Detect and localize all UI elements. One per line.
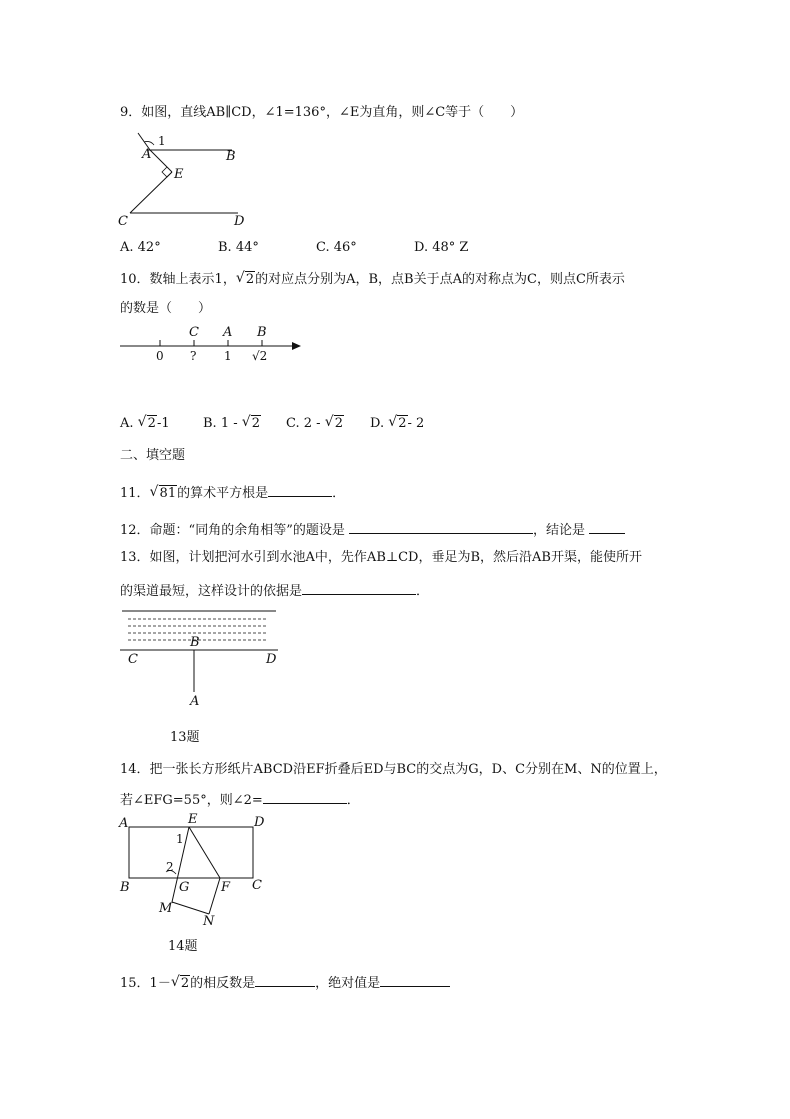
- q14-label-a: A: [119, 816, 129, 831]
- q14-segment-mn: [172, 902, 209, 914]
- q12-stem: 12．命题：“同角的余角相等”的题设是: [120, 523, 345, 538]
- q15-absolute-blank[interactable]: [380, 974, 450, 987]
- q9-option-c[interactable]: C. 46°: [316, 240, 357, 255]
- q9-label-e: E: [174, 167, 184, 182]
- q13-line2: 的渠道最短，这样设计的依据是 ．: [120, 584, 430, 599]
- q13-line1: 13．如图，计划把河水引到水池A中，先作AB⊥CD，垂足为B，然后沿AB开渠，能使所开: [120, 550, 642, 565]
- q10-option-a-post: -1: [156, 416, 170, 431]
- q10-option-b[interactable]: [203, 416, 261, 431]
- q13-figure: [118, 606, 288, 711]
- q10-option-a-rad: 2: [147, 416, 156, 431]
- q14-figure: [116, 812, 276, 927]
- q11-post: 的算术平方根是: [177, 486, 269, 501]
- q14-segment-nf: [209, 878, 220, 914]
- q15-text: [120, 974, 450, 993]
- q15-sqrt: √ 2: [170, 974, 190, 991]
- q10-value-c: ?: [190, 349, 197, 363]
- q10-option-c-sqrt: √ 2: [324, 414, 343, 431]
- q10-text-after: 的对应点分别为A，B，点B关于点A的对称点为C，则点C所表示: [255, 272, 625, 287]
- q9-figure: [110, 128, 260, 228]
- q14-label-g: G: [179, 880, 190, 895]
- q10-letter-c: C: [189, 325, 199, 340]
- q14-fold-line-ef: [189, 827, 220, 878]
- q13-caption: 13题: [170, 730, 200, 745]
- q13-answer-blank[interactable]: [302, 582, 416, 595]
- q10-value-0: 0: [156, 349, 164, 363]
- q10-letter-b: B: [257, 325, 267, 340]
- q11-text: 11． √ 81的算术平方根是 ．: [120, 484, 346, 501]
- q9-label-a: A: [142, 147, 152, 162]
- q14-label-c: C: [252, 878, 262, 893]
- q11-pre: 11．: [120, 486, 150, 501]
- q10-axis-arrow: [292, 342, 301, 350]
- q10-option-d[interactable]: [370, 416, 424, 431]
- q13-label-a: A: [190, 694, 200, 709]
- q9-right-angle-mark: [162, 167, 172, 177]
- q10-option-c-rad: 2: [334, 416, 343, 431]
- q9-text: 9．如图，直线AB∥CD，∠1=136°，∠E为直角，则∠C等于（ ）: [120, 105, 524, 120]
- q15-mid: 的相反数是: [190, 976, 256, 991]
- q14-line2: 若∠EFG=55°，则∠2= ．: [120, 793, 360, 808]
- q10-option-c-pre: C. 2 -: [286, 416, 321, 431]
- q13-line2-text: 的渠道最短，这样设计的依据是: [120, 584, 303, 599]
- q9-segment-ae: [150, 150, 172, 172]
- q14-rectangle-abcd: [129, 827, 253, 878]
- q10-option-d-sqrt: √ 2: [388, 414, 407, 431]
- q15-post: ，绝对值是: [315, 976, 381, 991]
- q14-label-1: 1: [176, 832, 184, 846]
- q9-label-d: D: [234, 214, 245, 229]
- q12-mid: ，结论是: [532, 523, 585, 538]
- q10-radicand: 2: [245, 272, 255, 287]
- q14-answer-blank[interactable]: [263, 791, 347, 804]
- q10-option-a-pre: A.: [120, 416, 134, 431]
- q9-option-b[interactable]: B. 44°: [218, 240, 259, 255]
- q14-label-f: F: [221, 880, 231, 895]
- q10-value-b: √2: [252, 349, 268, 363]
- q10-option-d-pre: D.: [370, 416, 385, 431]
- q10-option-a-sqrt: √ 2: [137, 414, 156, 431]
- q10-text: [120, 271, 625, 289]
- q14-line2-text: 若∠EFG=55°，则∠2=: [120, 793, 263, 808]
- q10-letter-a: A: [223, 325, 233, 340]
- q11-answer-blank[interactable]: [268, 484, 332, 497]
- q10-option-d-post: - 2: [407, 416, 425, 431]
- q10-value-a: 1: [224, 349, 232, 363]
- q9-label-c: C: [118, 214, 128, 229]
- q10-line2: 的数是（ ）: [120, 301, 212, 316]
- q10-option-b-sqrt: √ 2: [241, 414, 261, 431]
- q12-hypothesis-blank[interactable]: [349, 521, 533, 534]
- q10-option-c[interactable]: [286, 416, 344, 431]
- q15-opposite-blank[interactable]: [255, 974, 315, 987]
- q14-label-n: N: [203, 914, 215, 929]
- q10-number-line: [118, 320, 308, 365]
- q14-line1: 14．把一张长方形纸片ABCD沿EF折叠后ED与BC的交点为G，D、C分别在M、N的位置上，: [120, 762, 667, 777]
- q9-label-1: 1: [158, 134, 166, 148]
- q14-label-2: 2: [166, 860, 174, 874]
- q11-sqrt: √ 81: [149, 484, 177, 501]
- q14-label-d: D: [254, 815, 265, 830]
- q10-option-d-rad: 2: [398, 416, 407, 431]
- q13-label-b: B: [190, 635, 200, 650]
- q12-conclusion-blank[interactable]: [589, 521, 625, 534]
- q9-segment-ec: [130, 172, 172, 213]
- q10-option-a[interactable]: [120, 416, 170, 431]
- q11-radicand: 81: [159, 486, 177, 501]
- q10-option-b-pre: B. 1 -: [203, 416, 238, 431]
- q13-label-d: D: [266, 652, 277, 667]
- q13-label-c: C: [128, 652, 138, 667]
- q14-caption: 14题: [168, 939, 198, 954]
- q9-label-b: B: [226, 149, 236, 164]
- q14-label-e: E: [188, 812, 198, 827]
- q10-sqrt: √ 2: [235, 270, 255, 287]
- q9-option-a[interactable]: A. 42°: [120, 240, 161, 255]
- section-fill-blank-heading: 二、填空题: [120, 448, 186, 463]
- q9-option-d[interactable]: D. 48° Z: [414, 240, 469, 255]
- q14-label-m: M: [159, 901, 173, 916]
- q10-text-before: 10．数轴上表示1，: [120, 272, 236, 287]
- q14-label-b: B: [120, 880, 130, 895]
- q10-option-b-rad: 2: [251, 416, 261, 431]
- q15-pre: 15．1－: [120, 976, 171, 991]
- q12-text: [120, 521, 625, 540]
- q15-radicand: 2: [180, 976, 190, 991]
